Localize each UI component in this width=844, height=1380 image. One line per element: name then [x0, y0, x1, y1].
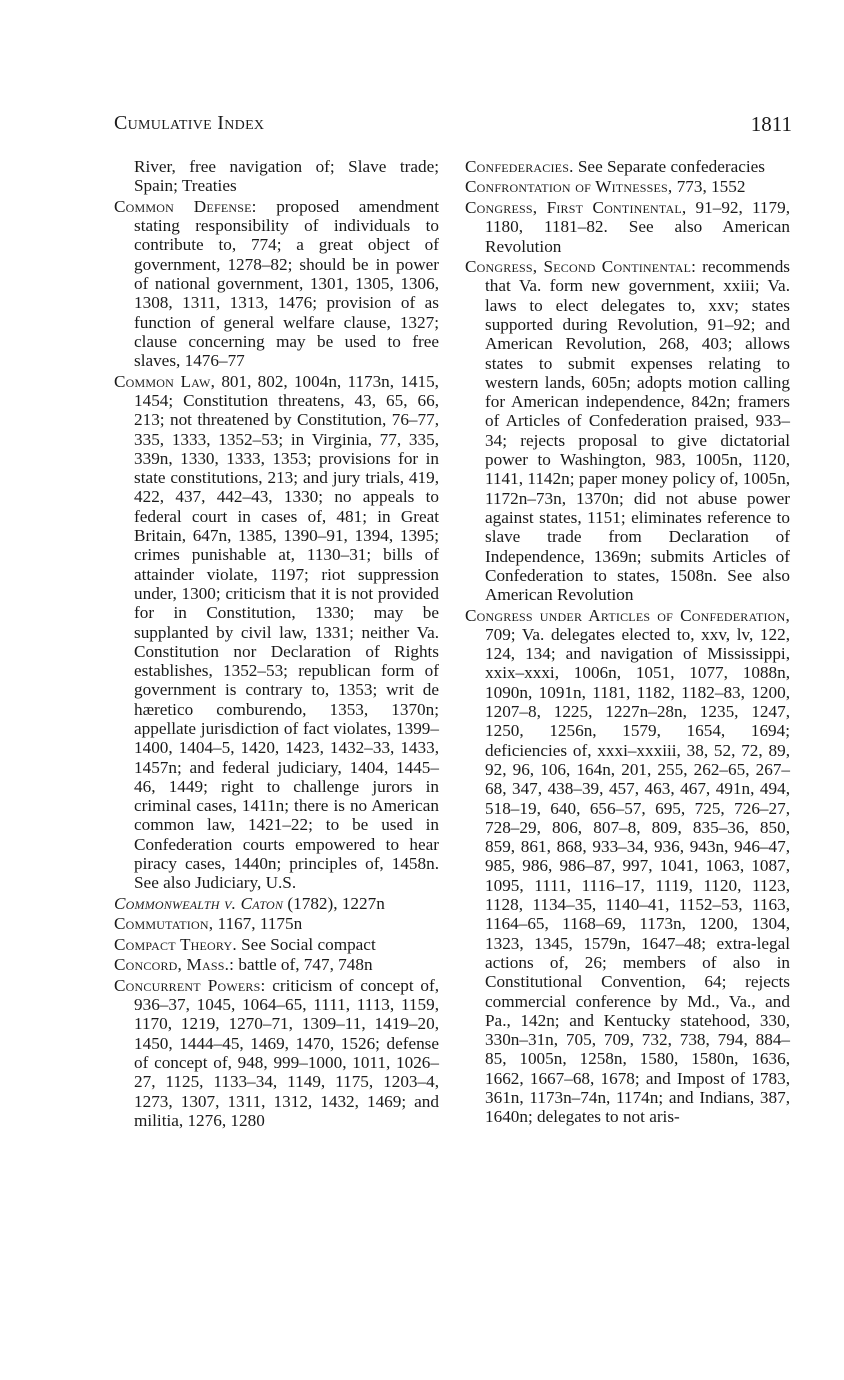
index-entry: [114, 976, 439, 1130]
index-entry: [114, 372, 439, 893]
index-column-right: [465, 157, 790, 1128]
index-headword: Congress under Articles of Confederation,: [465, 605, 790, 625]
index-entry-text: 801, 802, 1004n, 1173n, 1415, 1454; Constitution threatens, 43, 65, 66, 213; not threatened by Constitution, 76–77, 335, 1333, 1352–53; in Virginia, 77, 335, 339n, 1330, 1333, 1353; provisions for in state constitutions, 213; and jury trials, 419, 422, 437, 442–43, 1330; no appeals to federal court in cases of, 481; in Great Britain, 647n, 1385, 1390–91, 1394, 1395; crimes punishable at, 1130–31; bills of attainder violate, 1197; riot suppression under, 1300; criticism that it is not provided for in Constitution, 1330; may be supplanted by civil law, 1331; neither Va. Constitution nor Declaration of Rights establishes, 1352–53; republican form of government is contrary to, 1353; writ de hæretico comburendo, 1353, 1370n; appellate jurisdiction of fact violates, 1399–1400, 1404–5, 1420, 1423, 1432–33, 1433, 1457n; and federal judiciary, 1404, 1445–46, 1449; right to challenge jurors in criminal cases, 1411n; there is no American common law, 1421–22; to be used in Confederation courts empowered to hear piracy cases, 1440n; principles of, 1458n. See also Judiciary, U.S.: [134, 371, 439, 893]
index-headword: Commutation,: [114, 914, 214, 934]
index-entry-text: 709; Va. delegates elected to, xxv, lv, 122, 124, 134; and navigation of Mississippi, xxix–xxxi, 1006n, 1051, 1077, 1088n, 1090n, 1091n, 1181, 1182, 1182–83, 1200, 1207–8, 1225, 1227n–28n, 1235, 1247, 1250, 1256n, 1579, 1654, 1694; deficiencies of, xxxi–xxxiii, 38, 52, 72, 89, 92, 96, 106, 164n, 201, 255, 262–65, 267–68, 347, 438–39, 457, 463, 467, 491n, 494, 518–19, 640, 656–57, 695, 725, 726–27, 728–29, 806, 807–8, 809, 835–36, 850, 859, 861, 868, 933–34, 936, 943n, 946–47, 985, 986, 986–87, 997, 1041, 1063, 1087, 1095, 1111, 1116–17, 1119, 1120, 1123, 1128, 1134–35, 1140–41, 1152–53, 1163, 1164–65, 1168–69, 1173n, 1200, 1304, 1323, 1345, 1579n, 1647–48; extra-legal actions of, 26; members of also in Constitutional Convention, 64; rejects commercial conference by Md., Va., and Pa., 142n; and Kentucky statehood, 330, 330n–31n, 705, 709, 732, 738, 794, 884–85, 1005n, 1258n, 1580, 1580n, 1636, 1662, 1667–68, 1678; and Impost of 1783, 361n, 1173n–74n, 1174n; and Indians, 387, 1640n; delegates to not aris-: [485, 624, 790, 1127]
index-headword: Concord, Mass.:: [114, 955, 235, 975]
index-entry-text: recommends that Va. form new government, xxiii; Va. laws to elect delegates to, xxv; states supported during Revolution, 91–92; and American Revolution, 268, 403; allows states to submit expenses relating to western lands, 605n; adopts motion calling for American independence, 842n; framers of Articles of Confederation praised, 933–34; rejects proposal to give dictatorial power to Washington, 983, 1005n, 1120, 1141, 1142n; paper money policy of, 1005n, 1172n–73n, 1370n; did not abuse power against states, 1151; eliminates reference to slave trade from Declaration of Independence, 1369n; submits Articles of Confederation to states, 1508n. See also American Revolution: [485, 257, 790, 605]
index-entry-text: 91–92, 1179, 1180, 1181–82. See also American Revolution: [485, 197, 790, 256]
index-headword: Confederacies.: [465, 157, 574, 176]
index-headword: Common Law,: [114, 371, 216, 391]
index-entry: [465, 177, 790, 196]
index-entry: [465, 257, 790, 604]
index-entry: [465, 606, 790, 1127]
index-entry-text: See Social compact: [236, 934, 376, 954]
index-column-left: [114, 157, 439, 1131]
index-entry-text: criticism of concept of, 936–37, 1045, 1064–65, 1111, 1113, 1159, 1170, 1219, 1270–71, 1309–11, 1419–20, 1450, 1444–45, 1469, 1470, 1526; defense of concept of, 948, 999–1000, 1011, 1026–27, 1125, 1133–34, 1149, 1175, 1203–4, 1273, 1307, 1311, 1312, 1432, 1469; and militia, 1276, 1280: [134, 975, 439, 1130]
index-entry: [114, 955, 439, 974]
index-headword: Compact Theory.: [114, 934, 237, 954]
index-headword: Concurrent Powers:: [114, 975, 266, 995]
index-entry: [114, 935, 439, 954]
index-entry: [114, 197, 439, 371]
index-headword: Confrontation of Witnesses,: [465, 177, 673, 197]
running-head: [114, 112, 792, 140]
index-entry: [114, 157, 439, 196]
index-entry: [114, 894, 439, 913]
running-title: Cumulative Index: [114, 112, 265, 134]
index-headword: Commonwealth v. Caton: [114, 893, 284, 913]
page-number: 1811: [750, 112, 792, 136]
index-headword: Common Defense:: [114, 196, 257, 216]
index-headword: Congress, First Continental,: [465, 197, 687, 217]
index-entry-text: See Separate confederacies: [573, 157, 765, 176]
index-entry-text: (1782), 1227n: [283, 893, 385, 913]
index-entry-text: 1167, 1175n: [213, 914, 303, 934]
index-entry-text: 773, 1552: [672, 177, 746, 197]
index-entry: [465, 198, 790, 256]
index-entry-text: battle of, 747, 748n: [234, 955, 373, 975]
index-headword: Congress, Second Continental:: [465, 257, 697, 277]
index-entry-text: proposed amendment stating responsibility of individuals to contribute to, 774; a great object of government, 1278–82; should be in power of national government, 1301, 1305, 1306, 1308, 1311, 1313, 1476; provision of as function of general welfare clause, 1327; clause concerning may be used to free slaves, 1476–77: [134, 196, 439, 371]
index-entry-text: River, free navigation of; Slave trade; Spain; Treaties: [134, 157, 439, 196]
index-entry: [114, 914, 439, 933]
index-entry: [465, 157, 790, 176]
